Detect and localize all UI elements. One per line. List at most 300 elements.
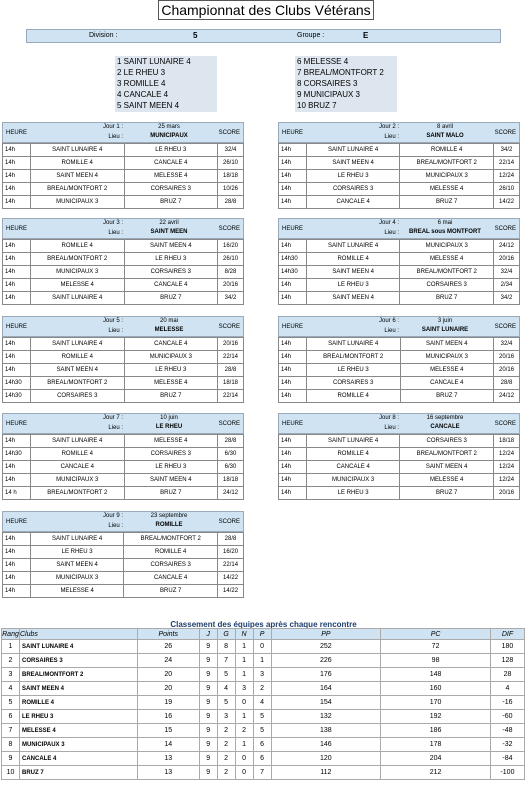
- match-time: 14h: [3, 546, 31, 559]
- match-row: [279, 292, 520, 305]
- match-time: 14h: [279, 196, 307, 209]
- journee-header: [278, 413, 520, 434]
- match-score: 12/24: [494, 170, 520, 183]
- journee-number: Jour 1 :: [102, 124, 123, 130]
- lost: 4: [253, 696, 271, 710]
- journee-number: Jour 3 :: [102, 220, 123, 226]
- team-item: 9 MUNICIPAUX 3: [297, 90, 360, 99]
- drawn: 0: [235, 696, 253, 710]
- difference: -84: [490, 752, 524, 766]
- club-name: MUNICIPAUX 3: [19, 738, 137, 752]
- journee-number: Jour 7 :: [102, 415, 123, 421]
- points-contre: 98: [381, 654, 491, 668]
- home-team: SAINT LUNAIRE 4: [306, 144, 400, 157]
- match-row: [3, 390, 244, 403]
- match-row: [3, 572, 244, 585]
- played: 9: [199, 696, 217, 710]
- match-row: [3, 266, 244, 279]
- team-column-1: [115, 56, 217, 112]
- match-score: 14/22: [218, 572, 244, 585]
- won: 8: [217, 640, 235, 654]
- match-score: 14/22: [218, 585, 244, 598]
- match-score: 26/10: [218, 253, 244, 266]
- rank: 10: [2, 766, 20, 780]
- away-team: CANCALE 4: [124, 157, 217, 170]
- score-label: SCORE: [218, 324, 240, 330]
- match-score: 32/4: [218, 144, 244, 157]
- score-label: SCORE: [218, 130, 240, 136]
- journee-number: Jour 5 :: [102, 318, 123, 324]
- match-time: 14h30: [279, 266, 307, 279]
- home-team: SAINT LUNAIRE 4: [30, 292, 124, 305]
- match-score: 28/8: [218, 435, 244, 448]
- score-label: SCORE: [494, 324, 516, 330]
- lieu-label: Lieu :: [108, 230, 123, 236]
- journee-venue: CANCALE: [430, 424, 460, 430]
- away-team: BRUZ 7: [124, 487, 217, 500]
- rank: 7: [2, 724, 20, 738]
- match-time: 14h: [3, 474, 31, 487]
- home-team: SAINT LUNAIRE 4: [30, 338, 124, 351]
- home-team: LE RHEU 3: [306, 487, 400, 500]
- points-pour: 176: [271, 668, 381, 682]
- match-score: 20/16: [494, 364, 520, 377]
- match-row: [3, 559, 244, 572]
- home-team: BREAL/MONTFORT 2: [306, 351, 400, 364]
- home-team: MUNICIPAUX 3: [30, 572, 124, 585]
- home-team: SAINT MEEN 4: [30, 559, 124, 572]
- classement-header-row: [2, 629, 525, 640]
- match-row: [279, 390, 520, 403]
- journee-number: Jour 8 :: [378, 415, 399, 421]
- away-team: BRUZ 7: [400, 487, 494, 500]
- club-name: CANCALE 4: [19, 752, 137, 766]
- points-pour: 138: [271, 724, 381, 738]
- away-team: SAINT MEEN 4: [124, 240, 218, 253]
- won: 2: [217, 738, 235, 752]
- journee-block: [278, 316, 520, 403]
- home-team: SAINT LUNAIRE 4: [306, 240, 400, 253]
- club-name: LE RHEU 3: [19, 710, 137, 724]
- match-row: [3, 585, 244, 598]
- lieu-label: Lieu :: [108, 134, 123, 140]
- journee-venue: MUNICIPAUX: [150, 133, 188, 139]
- played: 9: [199, 668, 217, 682]
- difference: -100: [490, 766, 524, 780]
- played: 9: [199, 724, 217, 738]
- points: 16: [137, 710, 199, 724]
- away-team: CANCALE 4: [124, 572, 218, 585]
- matches-table: [278, 143, 520, 209]
- match-row: [279, 435, 520, 448]
- match-score: 32/4: [494, 338, 520, 351]
- lost: 0: [253, 640, 271, 654]
- away-team: MELESSE 4: [124, 435, 217, 448]
- match-row: [279, 253, 520, 266]
- match-time: 14 h: [3, 487, 31, 500]
- matches-table: [278, 434, 520, 500]
- away-team: CORSAIRES 3: [124, 448, 217, 461]
- score-label: SCORE: [218, 519, 240, 525]
- journee-block: [278, 218, 520, 305]
- team-item: 2 LE RHEU 3: [117, 68, 166, 77]
- match-row: [279, 279, 520, 292]
- points-contre: 160: [381, 682, 491, 696]
- away-team: ROMILLE 4: [400, 144, 494, 157]
- score-label: SCORE: [218, 421, 240, 427]
- away-team: BRUZ 7: [124, 196, 217, 209]
- home-team: CANCALE 4: [30, 461, 124, 474]
- matches-table: [278, 337, 520, 403]
- drawn: 0: [235, 766, 253, 780]
- journee-date: 3 juin: [437, 318, 453, 324]
- match-score: 26/10: [494, 183, 520, 196]
- team-item: 3 ROMILLE 4: [117, 79, 166, 88]
- lost: 6: [253, 752, 271, 766]
- journee-venue: SAINT MALO: [426, 133, 464, 139]
- rank: 9: [2, 752, 20, 766]
- journee-header: [278, 316, 520, 337]
- away-team: CORSAIRES 3: [124, 559, 218, 572]
- home-team: BREAL/MONTFORT 2: [30, 183, 124, 196]
- away-team: BREAL/MONTFORT 2: [400, 266, 494, 279]
- match-time: 14h: [279, 240, 307, 253]
- points: 26: [137, 640, 199, 654]
- played: 9: [199, 640, 217, 654]
- match-time: 14h: [3, 157, 31, 170]
- points-contre: 148: [381, 668, 491, 682]
- journee-block: [278, 413, 520, 500]
- journee-block: [2, 413, 244, 500]
- home-team: SAINT MEEN 4: [306, 292, 400, 305]
- match-time: 14h30: [279, 253, 307, 266]
- match-row: [3, 546, 244, 559]
- journee-header: [2, 218, 244, 239]
- classement-header-cell: P: [253, 629, 271, 640]
- home-team: SAINT MEEN 4: [30, 364, 124, 377]
- lieu-label: Lieu :: [108, 425, 123, 431]
- match-time: 14h: [279, 170, 307, 183]
- classement-row: [2, 766, 525, 780]
- match-time: 14h: [279, 390, 307, 403]
- team-item: 8 CORSAIRES 3: [297, 79, 358, 88]
- match-time: 14h: [3, 144, 31, 157]
- match-score: 12/24: [494, 461, 520, 474]
- rank: 3: [2, 668, 20, 682]
- classement-header-cell: G: [217, 629, 235, 640]
- match-time: 14h30: [3, 377, 31, 390]
- match-time: 14h: [3, 240, 31, 253]
- heure-label: HEURE: [6, 421, 28, 427]
- classement-row: [2, 640, 525, 654]
- points-contre: 204: [381, 752, 491, 766]
- journee-date: 8 avril: [436, 124, 453, 130]
- match-time: 14h: [3, 183, 31, 196]
- away-team: BRUZ 7: [400, 390, 494, 403]
- home-team: ROMILLE 4: [30, 240, 124, 253]
- journee-block: [2, 316, 244, 403]
- won: 2: [217, 752, 235, 766]
- difference: -48: [490, 724, 524, 738]
- match-score: 18/18: [218, 377, 244, 390]
- match-time: 14h: [3, 585, 31, 598]
- home-team: ROMILLE 4: [30, 448, 124, 461]
- match-time: 14h: [279, 474, 307, 487]
- away-team: BRUZ 7: [400, 196, 494, 209]
- match-score: 6/30: [218, 461, 244, 474]
- match-time: 14h: [279, 292, 307, 305]
- home-team: MELESSE 4: [30, 279, 124, 292]
- team-column-2: [295, 56, 397, 112]
- journee-venue: BREAL sous MONTFORT: [409, 229, 481, 235]
- classement-row: [2, 682, 525, 696]
- home-team: LE RHEU 3: [30, 546, 124, 559]
- heure-label: HEURE: [6, 130, 28, 136]
- journee-date: 20 mai: [159, 318, 178, 324]
- home-team: SAINT MEEN 4: [306, 157, 400, 170]
- away-team: MELESSE 4: [124, 170, 217, 183]
- away-team: BRUZ 7: [124, 585, 218, 598]
- away-team: MUNICIPAUX 3: [400, 351, 494, 364]
- journee-block: [2, 218, 244, 305]
- away-team: SAINT MEEN 4: [400, 338, 494, 351]
- lost: 1: [253, 654, 271, 668]
- away-team: BREAL/MONTFORT 2: [400, 448, 494, 461]
- home-team: LE RHEU 3: [306, 279, 400, 292]
- rank: 4: [2, 682, 20, 696]
- classement-title: Classement des équipes après chaque rencontre: [170, 620, 357, 629]
- match-score: 6/30: [218, 448, 244, 461]
- match-score: 14/22: [494, 196, 520, 209]
- drawn: 1: [235, 640, 253, 654]
- points-pour: 146: [271, 738, 381, 752]
- matches-table: [2, 143, 244, 209]
- match-row: [279, 448, 520, 461]
- match-row: [279, 461, 520, 474]
- match-time: 14h: [3, 292, 31, 305]
- classement-row: [2, 752, 525, 766]
- match-score: 12/24: [494, 474, 520, 487]
- lost: 5: [253, 710, 271, 724]
- match-time: 14h: [279, 183, 307, 196]
- drawn: 1: [235, 668, 253, 682]
- home-team: CORSAIRES 3: [306, 183, 400, 196]
- played: 9: [199, 738, 217, 752]
- match-time: 14h: [279, 448, 307, 461]
- journee-block: [278, 122, 520, 209]
- match-row: [279, 183, 520, 196]
- points: 13: [137, 752, 199, 766]
- match-score: 32/4: [494, 266, 520, 279]
- home-team: BREAL/MONTFORT 2: [30, 253, 124, 266]
- match-row: [279, 364, 520, 377]
- match-row: [279, 157, 520, 170]
- match-time: 14h: [279, 435, 307, 448]
- rank: 1: [2, 640, 20, 654]
- home-team: SAINT LUNAIRE 4: [306, 435, 400, 448]
- match-time: 14h: [3, 364, 31, 377]
- team-item: 7 BREAL/MONTFORT 2: [297, 68, 384, 77]
- heure-label: HEURE: [282, 130, 304, 136]
- home-team: CANCALE 4: [306, 461, 400, 474]
- match-time: 14h: [3, 572, 31, 585]
- match-time: 14h: [3, 279, 31, 292]
- played: 9: [199, 654, 217, 668]
- away-team: CANCALE 4: [124, 279, 218, 292]
- heure-label: HEURE: [282, 421, 304, 427]
- home-team: MUNICIPAUX 3: [306, 474, 400, 487]
- match-row: [279, 144, 520, 157]
- away-team: MELESSE 4: [400, 183, 494, 196]
- home-team: ROMILLE 4: [306, 390, 400, 403]
- heure-label: HEURE: [282, 226, 304, 232]
- away-team: CORSAIRES 3: [124, 183, 217, 196]
- match-row: [3, 461, 244, 474]
- points-contre: 178: [381, 738, 491, 752]
- match-row: [279, 240, 520, 253]
- journee-header: [278, 218, 520, 239]
- lost: 7: [253, 766, 271, 780]
- journee-block: [2, 122, 244, 209]
- points-pour: 112: [271, 766, 381, 780]
- team-item: 5 SAINT MEEN 4: [117, 101, 180, 110]
- match-row: [279, 474, 520, 487]
- division-label: Division :: [89, 32, 118, 39]
- played: 9: [199, 710, 217, 724]
- match-row: [3, 196, 244, 209]
- journee-header: [2, 122, 244, 143]
- match-score: 28/8: [494, 377, 520, 390]
- match-score: 22/14: [218, 390, 244, 403]
- match-time: 14h: [279, 351, 307, 364]
- score-label: SCORE: [494, 421, 516, 427]
- lieu-label: Lieu :: [108, 523, 123, 529]
- classement-row: [2, 668, 525, 682]
- score-label: SCORE: [494, 226, 516, 232]
- points-contre: 192: [381, 710, 491, 724]
- drawn: 1: [235, 710, 253, 724]
- away-team: ROMILLE 4: [124, 546, 218, 559]
- club-name: ROMILLE 4: [19, 696, 137, 710]
- match-row: [3, 487, 244, 500]
- home-team: SAINT MEEN 4: [306, 266, 400, 279]
- points-pour: 120: [271, 752, 381, 766]
- classement-header-cell: Clubs: [19, 629, 137, 640]
- classement-header-cell: PC: [381, 629, 491, 640]
- match-row: [279, 351, 520, 364]
- journee-venue: ROMILLE: [155, 522, 183, 528]
- won: 5: [217, 696, 235, 710]
- played: 9: [199, 682, 217, 696]
- home-team: MELESSE 4: [30, 585, 124, 598]
- journee-venue: MELESSE: [154, 327, 184, 333]
- club-name: SAINT LUNAIRE 4: [19, 640, 137, 654]
- match-time: 14h: [3, 338, 31, 351]
- match-score: 22/14: [218, 559, 244, 572]
- groupe-label: Groupe :: [297, 32, 325, 39]
- away-team: CORSAIRES 3: [124, 266, 218, 279]
- team-item: 6 MELESSE 4: [297, 57, 349, 66]
- lieu-label: Lieu :: [384, 134, 399, 140]
- classement-table: [1, 628, 525, 780]
- match-score: 2/34: [494, 279, 520, 292]
- match-time: 14h: [279, 364, 307, 377]
- match-time: 14h: [3, 351, 31, 364]
- match-time: 14h: [279, 338, 307, 351]
- match-score: 8/28: [218, 266, 244, 279]
- classement-header-cell: PP: [271, 629, 381, 640]
- score-label: SCORE: [494, 130, 516, 136]
- journee-number: Jour 2 :: [378, 124, 399, 130]
- rank: 2: [2, 654, 20, 668]
- lieu-label: Lieu :: [384, 230, 399, 236]
- away-team: MUNICIPAUX 3: [400, 170, 494, 183]
- club-name: BREAL/MONTFORT 2: [19, 668, 137, 682]
- home-team: CORSAIRES 3: [30, 390, 124, 403]
- journee-date: 6 mai: [437, 220, 453, 226]
- home-team: LE RHEU 3: [306, 170, 400, 183]
- match-score: 18/18: [218, 170, 244, 183]
- home-team: ROMILLE 4: [306, 253, 400, 266]
- match-time: 14h: [3, 461, 31, 474]
- lieu-label: Lieu :: [108, 328, 123, 334]
- classement-row: [2, 738, 525, 752]
- away-team: MELESSE 4: [400, 364, 494, 377]
- away-team: LE RHEU 3: [124, 253, 218, 266]
- matches-table: [2, 434, 244, 500]
- home-team: ROMILLE 4: [30, 157, 124, 170]
- home-team: ROMILLE 4: [30, 351, 124, 364]
- match-score: 16/20: [218, 240, 244, 253]
- drawn: 1: [235, 654, 253, 668]
- points-pour: 226: [271, 654, 381, 668]
- away-team: CORSAIRES 3: [400, 435, 494, 448]
- match-score: 12/24: [494, 448, 520, 461]
- match-row: [3, 292, 244, 305]
- match-time: 14h: [279, 461, 307, 474]
- away-team: CANCALE 4: [124, 338, 217, 351]
- difference: -16: [490, 696, 524, 710]
- points-pour: 154: [271, 696, 381, 710]
- match-score: 24/12: [494, 240, 520, 253]
- points: 20: [137, 668, 199, 682]
- home-team: MUNICIPAUX 3: [30, 474, 124, 487]
- match-score: 22/14: [218, 351, 244, 364]
- match-row: [3, 377, 244, 390]
- classement-header-cell: DIF: [490, 629, 524, 640]
- away-team: MELESSE 4: [400, 474, 494, 487]
- journee-venue: LE RHEU: [155, 424, 183, 430]
- home-team: BREAL/MONTFORT 2: [30, 487, 124, 500]
- lost: 6: [253, 738, 271, 752]
- home-team: LE RHEU 3: [306, 364, 400, 377]
- match-row: [3, 144, 244, 157]
- home-team: MUNICIPAUX 3: [30, 266, 124, 279]
- match-row: [3, 279, 244, 292]
- away-team: MELESSE 4: [400, 253, 494, 266]
- team-item: 1 SAINT LUNAIRE 4: [117, 57, 191, 66]
- lost: 3: [253, 668, 271, 682]
- match-score: 34/2: [494, 292, 520, 305]
- match-score: 22/14: [494, 157, 520, 170]
- match-score: 18/18: [494, 435, 520, 448]
- match-time: 14h: [279, 279, 307, 292]
- drawn: 0: [235, 752, 253, 766]
- match-score: 20/16: [494, 351, 520, 364]
- matches-table: [278, 239, 520, 305]
- journee-date: 23 septembre: [150, 513, 188, 519]
- match-time: 14h: [279, 377, 307, 390]
